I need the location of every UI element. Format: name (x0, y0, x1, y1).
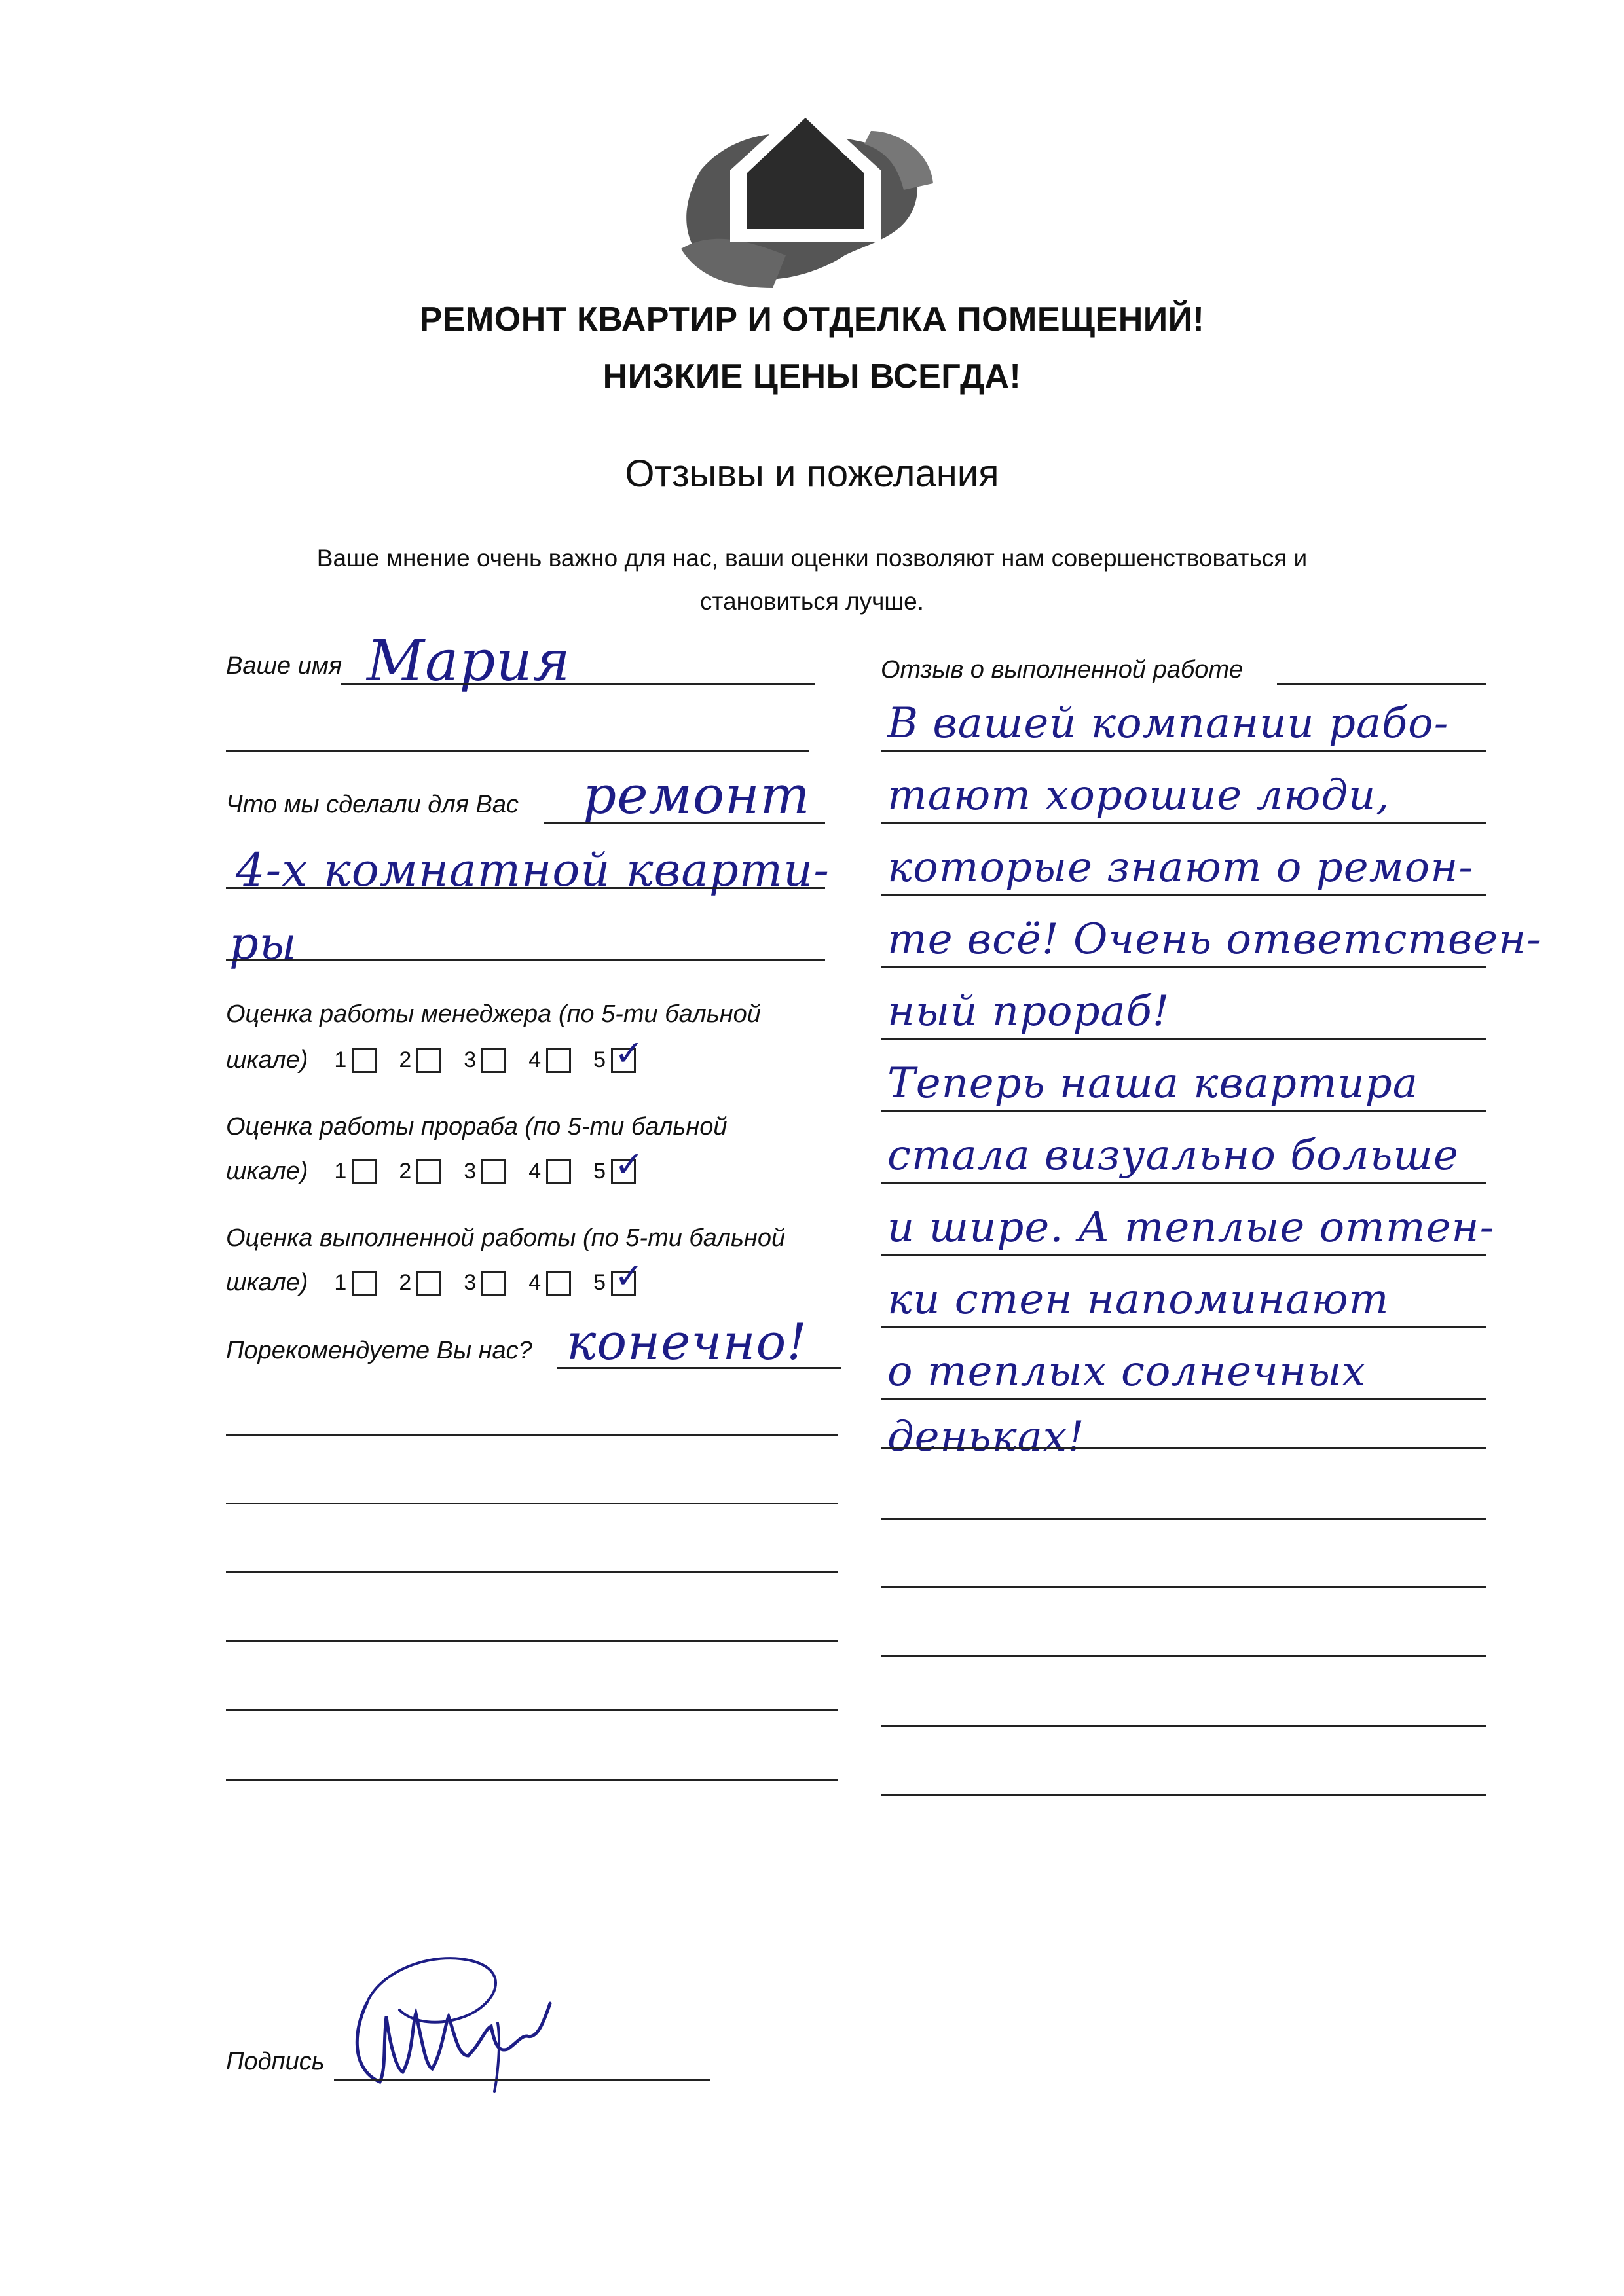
work-line-2 (226, 887, 825, 889)
checkbox[interactable] (481, 1048, 506, 1073)
review-line-1: В вашей компании рабо- (887, 699, 1449, 748)
signature-label: Подпись (226, 2048, 325, 2075)
blank-line (226, 1503, 838, 1504)
work-label: Что мы сделали для Вас (226, 791, 519, 818)
checkmark-icon: ✓ (614, 1254, 644, 1296)
review-rule (881, 1398, 1486, 1400)
rating-manager-option-5[interactable]: 5 ✓ (593, 1032, 644, 1074)
review-rule (881, 1182, 1486, 1184)
recommend-line (557, 1367, 841, 1369)
intro-line-1: Ваше мнение очень важно для нас, ваши оценки позволяют нам совершенствоваться и (316, 545, 1308, 572)
checkmark-icon: ✓ (614, 1143, 644, 1185)
house-logo (674, 92, 936, 308)
rating-manager-scale-label: шкале) (226, 1046, 308, 1074)
review-rule (881, 1326, 1486, 1328)
rating-foreman-option-5[interactable]: 5 ✓ (593, 1143, 644, 1185)
review-line-6: Теперь наша квартира (887, 1059, 1418, 1108)
checkbox[interactable] (546, 1271, 571, 1296)
checkbox[interactable] (352, 1271, 377, 1296)
work-line-1 (544, 822, 825, 824)
checkbox[interactable] (546, 1048, 571, 1073)
checkbox[interactable] (416, 1271, 441, 1296)
headline-line-1: РЕМОНТ КВАРТИР И ОТДЕЛКА ПОМЕЩЕНИЙ! (419, 301, 1205, 338)
name-line (341, 683, 815, 685)
checkbox[interactable] (352, 1159, 377, 1184)
review-rule (881, 1110, 1486, 1112)
blank-line (226, 1571, 838, 1573)
review-line-5: ный прораб! (887, 987, 1170, 1036)
rating-work-row (226, 1254, 658, 1297)
blank-line (226, 1709, 838, 1711)
recommend-label: Порекомендуете Вы нас? (226, 1337, 532, 1364)
rating-foreman-option-3[interactable]: 3 (464, 1159, 506, 1184)
review-line-11: деньках! (887, 1413, 1085, 1461)
rating-work-option-1[interactable]: 1 (334, 1270, 377, 1296)
checkbox[interactable] (481, 1159, 506, 1184)
rating-foreman-option-2[interactable]: 2 (399, 1159, 441, 1184)
rating-work-option-5[interactable]: 5 ✓ (593, 1254, 644, 1296)
name-value: Мария (367, 629, 571, 694)
handwritten-signature (341, 1944, 576, 2095)
headline-line-2: НИЗКИЕ ЦЕНЫ ВСЕГДА! (602, 357, 1022, 395)
review-rule (881, 750, 1486, 752)
review-line-9: ки стен напоминают (887, 1275, 1390, 1324)
blank-line (881, 1518, 1486, 1520)
review-rule (881, 1254, 1486, 1256)
review-label: Отзыв о выполненной работе (881, 656, 1244, 683)
rating-manager-option-4[interactable]: 4 (528, 1048, 571, 1073)
work-line-3 (226, 959, 825, 961)
rating-work-question: Оценка выполненной работы (по 5-ти бальной (226, 1224, 786, 1252)
review-rule (881, 1038, 1486, 1040)
review-line-7: стала визуально больше (887, 1131, 1459, 1180)
review-line-8: и шире. А теплые оттен- (887, 1203, 1495, 1252)
work-value-line-3: ры (229, 917, 297, 970)
intro-line-2: становиться лучше. (700, 588, 924, 615)
review-line-2: тают хорошие люди, (887, 771, 1390, 820)
work-value-line-2: 4-х комнатной кварти- (236, 843, 830, 897)
rating-foreman-question: Оценка работы прораба (по 5-ти бальной (226, 1113, 728, 1140)
checkmark-icon: ✓ (614, 1032, 644, 1074)
checkbox-checked[interactable] (611, 1032, 644, 1074)
checkbox-checked[interactable] (611, 1254, 644, 1296)
signature-line (334, 2079, 710, 2081)
checkbox-checked[interactable] (611, 1143, 644, 1185)
rating-manager-option-3[interactable]: 3 (464, 1048, 506, 1073)
checkbox[interactable] (416, 1159, 441, 1184)
blank-line (881, 1794, 1486, 1796)
review-line-10: о теплых солнечных (887, 1347, 1367, 1396)
rating-manager-question: Оценка работы менеджера (по 5-ти бальной (226, 1000, 761, 1028)
checkbox[interactable] (546, 1159, 571, 1184)
review-rule (881, 1447, 1486, 1449)
rating-foreman-row (226, 1143, 658, 1186)
blank-line (881, 1655, 1486, 1657)
name-label: Ваше имя (226, 652, 342, 680)
review-rule (881, 894, 1486, 896)
blank-line (226, 1434, 838, 1436)
rating-manager-row (226, 1032, 658, 1074)
name-line-2 (226, 750, 809, 752)
work-value-line-1: ремонт (583, 765, 811, 826)
rating-work-scale-label: шкале) (226, 1269, 308, 1296)
blank-line (226, 1640, 838, 1642)
rating-manager-option-1[interactable]: 1 (334, 1048, 377, 1073)
review-rule (881, 822, 1486, 824)
checkbox[interactable] (416, 1048, 441, 1073)
blank-line (226, 1779, 838, 1781)
rating-foreman-scale-label: шкале) (226, 1157, 308, 1185)
rating-foreman-option-1[interactable]: 1 (334, 1159, 377, 1184)
rating-work-option-4[interactable]: 4 (528, 1270, 571, 1296)
checkbox[interactable] (352, 1048, 377, 1073)
review-line-4: те всё! Очень ответствен- (887, 915, 1541, 964)
rating-manager-option-2[interactable]: 2 (399, 1048, 441, 1073)
review-line-3: которые знают о ремон- (887, 843, 1473, 892)
checkbox[interactable] (481, 1271, 506, 1296)
rating-foreman-option-4[interactable]: 4 (528, 1159, 571, 1184)
blank-line (881, 1586, 1486, 1588)
rating-work-option-2[interactable]: 2 (399, 1270, 441, 1296)
rating-work-option-3[interactable]: 3 (464, 1270, 506, 1296)
review-label-line (1277, 683, 1486, 685)
blank-line (881, 1725, 1486, 1727)
review-rule (881, 966, 1486, 968)
page-title: Отзывы и пожелания (625, 452, 999, 495)
recommend-value: конечно! (566, 1313, 807, 1371)
